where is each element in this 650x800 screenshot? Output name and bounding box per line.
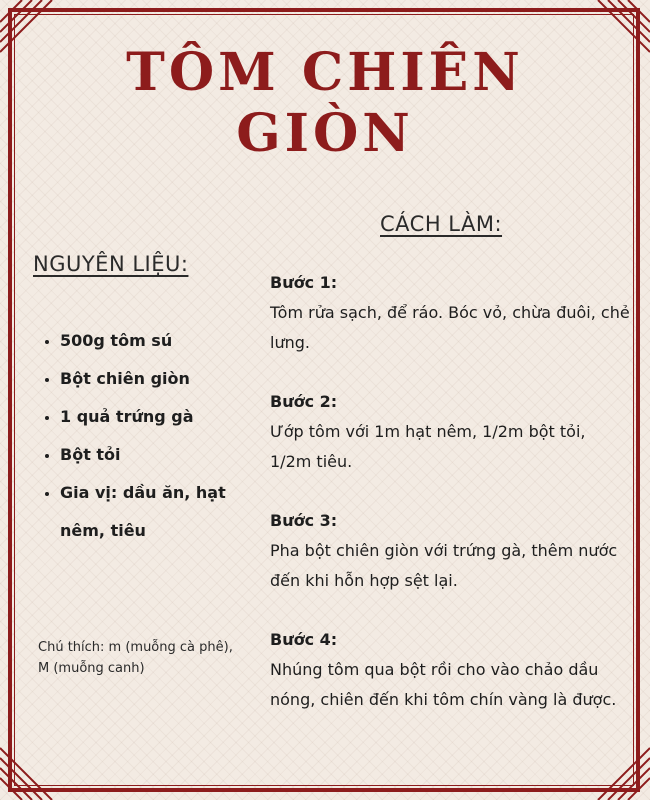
corner-ornament-bottom-left — [0, 720, 80, 800]
recipe-title — [0, 42, 650, 164]
ingredient-item: • Bột tỏi — [60, 436, 240, 474]
recipe-title-line-1: TÔM CHIÊN — [126, 42, 524, 103]
ingredient-item: • 1 quả trứng gà — [60, 398, 240, 436]
ingredients-heading: NGUYÊN LIỆU: — [33, 252, 189, 276]
step — [270, 625, 630, 715]
step-title: Bước 1: — [270, 273, 338, 292]
step — [270, 387, 630, 477]
step-title: Bước 4: — [270, 630, 338, 649]
step-text: Tôm rửa sạch, để ráo. Bóc vỏ, chừa đuôi, chẻ lưng. — [270, 303, 630, 352]
recipe-title-line-2: GIÒN — [236, 103, 414, 164]
step-text: Nhúng tôm qua bột rồi cho vào chảo dầu nóng, chiên đến khi tôm chín vàng là được. — [270, 660, 617, 709]
step — [270, 268, 630, 358]
measurement-note: Chú thích: m (muỗng cà phê), M (muỗng canh) — [38, 640, 233, 676]
ingredient-item: • Bột chiên giòn — [60, 360, 240, 398]
step-text: Ướp tôm với 1m hạt nêm, 1/2m bột tỏi, 1/2m tiêu. — [270, 422, 586, 471]
method-heading: CÁCH LÀM: — [380, 212, 503, 236]
method-steps — [270, 268, 630, 744]
ingredient-item: • Gia vị: dầu ăn, hạt nêm, tiêu — [60, 474, 240, 550]
step-title: Bước 3: — [270, 511, 338, 530]
ingredients-list — [60, 322, 240, 550]
ingredient-item: • 500g tôm sú — [60, 322, 240, 360]
step-text: Pha bột chiên giòn với trứng gà, thêm nước đến khi hỗn hợp sệt lại. — [270, 541, 618, 590]
step-title: Bước 2: — [270, 392, 338, 411]
step — [270, 506, 630, 596]
